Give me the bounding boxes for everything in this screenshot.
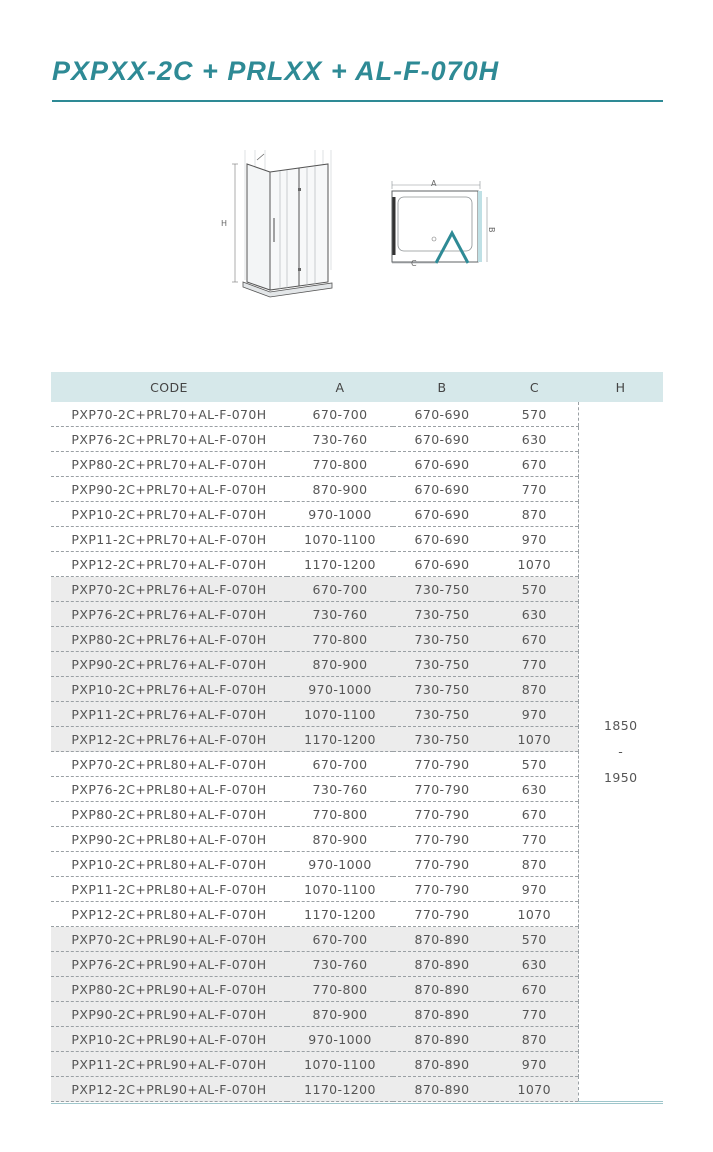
enclosure-plan-drawing (385, 175, 495, 270)
cell-b: 770-790 (393, 877, 491, 902)
cell-c: 570 (491, 577, 578, 602)
cell-code: PXP90-2C+PRL90+AL-F-070H (51, 1002, 287, 1027)
cell-code: PXP70-2C+PRL70+AL-F-070H (51, 402, 287, 427)
cell-b: 730-750 (393, 627, 491, 652)
cell-c: 970 (491, 877, 578, 902)
cell-a: 1170-1200 (287, 552, 393, 577)
cell-c: 630 (491, 952, 578, 977)
cell-b: 770-790 (393, 902, 491, 927)
cell-c: 630 (491, 602, 578, 627)
cell-code: PXP12-2C+PRL76+AL-F-070H (51, 727, 287, 752)
cell-b: 730-750 (393, 702, 491, 727)
cell-c: 570 (491, 752, 578, 777)
table-row (51, 1052, 663, 1077)
cell-code: PXP70-2C+PRL76+AL-F-070H (51, 577, 287, 602)
cell-code: PXP11-2C+PRL76+AL-F-070H (51, 702, 287, 727)
cell-a: 670-700 (287, 402, 393, 427)
cell-a: 770-800 (287, 977, 393, 1002)
table-row (51, 1027, 663, 1052)
table-header-row (51, 372, 663, 402)
table-row (51, 752, 663, 777)
table-row (51, 777, 663, 802)
cell-a: 1170-1200 (287, 1077, 393, 1102)
cell-c: 570 (491, 927, 578, 952)
cell-c: 870 (491, 852, 578, 877)
cell-c: 670 (491, 452, 578, 477)
cell-a: 1070-1100 (287, 1052, 393, 1077)
cell-code: PXP90-2C+PRL70+AL-F-070H (51, 477, 287, 502)
cell-a: 730-760 (287, 602, 393, 627)
cell-code: PXP11-2C+PRL70+AL-F-070H (51, 527, 287, 552)
cell-b: 670-690 (393, 402, 491, 427)
cell-b: 670-690 (393, 477, 491, 502)
cell-c: 870 (491, 677, 578, 702)
table-row (51, 502, 663, 527)
cell-a: 1170-1200 (287, 902, 393, 927)
table-row (51, 652, 663, 677)
cell-c: 770 (491, 1002, 578, 1027)
dimension-c-label: C (411, 259, 417, 268)
table-row (51, 727, 663, 752)
cell-b: 770-790 (393, 802, 491, 827)
cell-b: 770-790 (393, 827, 491, 852)
table-row (51, 952, 663, 977)
cell-code: PXP80-2C+PRL70+AL-F-070H (51, 452, 287, 477)
cell-code: PXP70-2C+PRL80+AL-F-070H (51, 752, 287, 777)
cell-c: 770 (491, 652, 578, 677)
height-min: 1850 (604, 717, 638, 733)
cell-a: 770-800 (287, 452, 393, 477)
cell-code: PXP11-2C+PRL90+AL-F-070H (51, 1052, 287, 1077)
cell-a: 770-800 (287, 802, 393, 827)
cell-c: 1070 (491, 552, 578, 577)
cell-code: PXP90-2C+PRL76+AL-F-070H (51, 652, 287, 677)
cell-c: 1070 (491, 727, 578, 752)
table-row (51, 527, 663, 552)
cell-a: 970-1000 (287, 852, 393, 877)
cell-a: 770-800 (287, 627, 393, 652)
cell-c: 630 (491, 427, 578, 452)
cell-c: 570 (491, 402, 578, 427)
header-a: A (287, 372, 393, 402)
cell-c: 630 (491, 777, 578, 802)
cell-b: 770-790 (393, 777, 491, 802)
cell-a: 1170-1200 (287, 727, 393, 752)
cell-code: PXP10-2C+PRL80+AL-F-070H (51, 852, 287, 877)
table-row (51, 702, 663, 727)
cell-code: PXP12-2C+PRL80+AL-F-070H (51, 902, 287, 927)
cell-a: 870-900 (287, 827, 393, 852)
cell-code: PXP10-2C+PRL70+AL-F-070H (51, 502, 287, 527)
cell-c: 770 (491, 477, 578, 502)
table-row (51, 602, 663, 627)
height-max: 1950 (604, 769, 638, 785)
header-b: B (393, 372, 491, 402)
cell-a: 1070-1100 (287, 702, 393, 727)
cell-c: 870 (491, 502, 578, 527)
cell-c: 670 (491, 802, 578, 827)
cell-a: 670-700 (287, 752, 393, 777)
cell-c: 670 (491, 977, 578, 1002)
header-h: H (578, 372, 663, 402)
table-row (51, 427, 663, 452)
table-row (51, 577, 663, 602)
cell-b: 870-890 (393, 1077, 491, 1102)
cell-code: PXP90-2C+PRL80+AL-F-070H (51, 827, 287, 852)
table-row (51, 477, 663, 502)
cell-c: 1070 (491, 902, 578, 927)
table-row (51, 1077, 663, 1102)
cell-b: 670-690 (393, 552, 491, 577)
table-row (51, 677, 663, 702)
cell-b: 870-890 (393, 927, 491, 952)
cell-code: PXP80-2C+PRL76+AL-F-070H (51, 627, 287, 652)
cell-code: PXP10-2C+PRL76+AL-F-070H (51, 677, 287, 702)
enclosure-perspective-drawing (215, 150, 340, 300)
cell-a: 730-760 (287, 427, 393, 452)
height-label: H (221, 219, 228, 228)
table-row (51, 902, 663, 927)
cell-a: 670-700 (287, 927, 393, 952)
cell-a: 870-900 (287, 652, 393, 677)
cell-b: 870-890 (393, 952, 491, 977)
dimension-table (51, 372, 663, 1102)
cell-code: PXP76-2C+PRL90+AL-F-070H (51, 952, 287, 977)
cell-b: 730-750 (393, 727, 491, 752)
table-row (51, 402, 663, 427)
cell-b: 730-750 (393, 602, 491, 627)
cell-a: 970-1000 (287, 502, 393, 527)
table-row (51, 852, 663, 877)
cell-code: PXP76-2C+PRL80+AL-F-070H (51, 777, 287, 802)
cell-h (578, 402, 663, 1102)
cell-c: 970 (491, 702, 578, 727)
cell-b: 870-890 (393, 1052, 491, 1077)
cell-a: 730-760 (287, 952, 393, 977)
cell-b: 670-690 (393, 502, 491, 527)
cell-b: 670-690 (393, 452, 491, 477)
cell-c: 770 (491, 827, 578, 852)
table-row (51, 452, 663, 477)
table-row (51, 877, 663, 902)
table-row (51, 802, 663, 827)
table-bottom-rule (51, 1103, 663, 1104)
cell-b: 670-690 (393, 427, 491, 452)
table-row (51, 1002, 663, 1027)
cell-b: 730-750 (393, 652, 491, 677)
cell-b: 870-890 (393, 1002, 491, 1027)
dimension-b-label: B (487, 227, 496, 233)
cell-b: 770-790 (393, 852, 491, 877)
table-row (51, 927, 663, 952)
cell-c: 1070 (491, 1077, 578, 1102)
cell-c: 670 (491, 627, 578, 652)
table-row (51, 977, 663, 1002)
cell-code: PXP11-2C+PRL80+AL-F-070H (51, 877, 287, 902)
cell-a: 1070-1100 (287, 877, 393, 902)
cell-code: PXP80-2C+PRL80+AL-F-070H (51, 802, 287, 827)
cell-code: PXP70-2C+PRL90+AL-F-070H (51, 927, 287, 952)
cell-b: 730-750 (393, 677, 491, 702)
cell-b: 870-890 (393, 977, 491, 1002)
cell-b: 770-790 (393, 752, 491, 777)
cell-a: 870-900 (287, 477, 393, 502)
cell-b: 730-750 (393, 577, 491, 602)
cell-a: 870-900 (287, 1002, 393, 1027)
table-body (51, 402, 663, 1102)
product-diagrams (0, 0, 713, 360)
table-row (51, 627, 663, 652)
cell-b: 670-690 (393, 527, 491, 552)
cell-c: 970 (491, 527, 578, 552)
cell-c: 970 (491, 1052, 578, 1077)
table-row (51, 827, 663, 852)
height-dash: - (618, 743, 624, 759)
cell-code: PXP12-2C+PRL90+AL-F-070H (51, 1077, 287, 1102)
table-row (51, 552, 663, 577)
cell-code: PXP76-2C+PRL70+AL-F-070H (51, 427, 287, 452)
cell-a: 970-1000 (287, 1027, 393, 1052)
cell-a: 670-700 (287, 577, 393, 602)
cell-code: PXP80-2C+PRL90+AL-F-070H (51, 977, 287, 1002)
cell-a: 730-760 (287, 777, 393, 802)
dimension-a-label: A (431, 179, 437, 188)
page-title: PXPXX-2C + PRLXX + AL-F-070H (52, 56, 500, 86)
cell-code: PXP76-2C+PRL76+AL-F-070H (51, 602, 287, 627)
header-code: CODE (51, 372, 287, 402)
cell-a: 1070-1100 (287, 527, 393, 552)
cell-code: PXP10-2C+PRL90+AL-F-070H (51, 1027, 287, 1052)
header-c: C (491, 372, 578, 402)
cell-code: PXP12-2C+PRL70+AL-F-070H (51, 552, 287, 577)
cell-c: 870 (491, 1027, 578, 1052)
cell-b: 870-890 (393, 1027, 491, 1052)
cell-a: 970-1000 (287, 677, 393, 702)
